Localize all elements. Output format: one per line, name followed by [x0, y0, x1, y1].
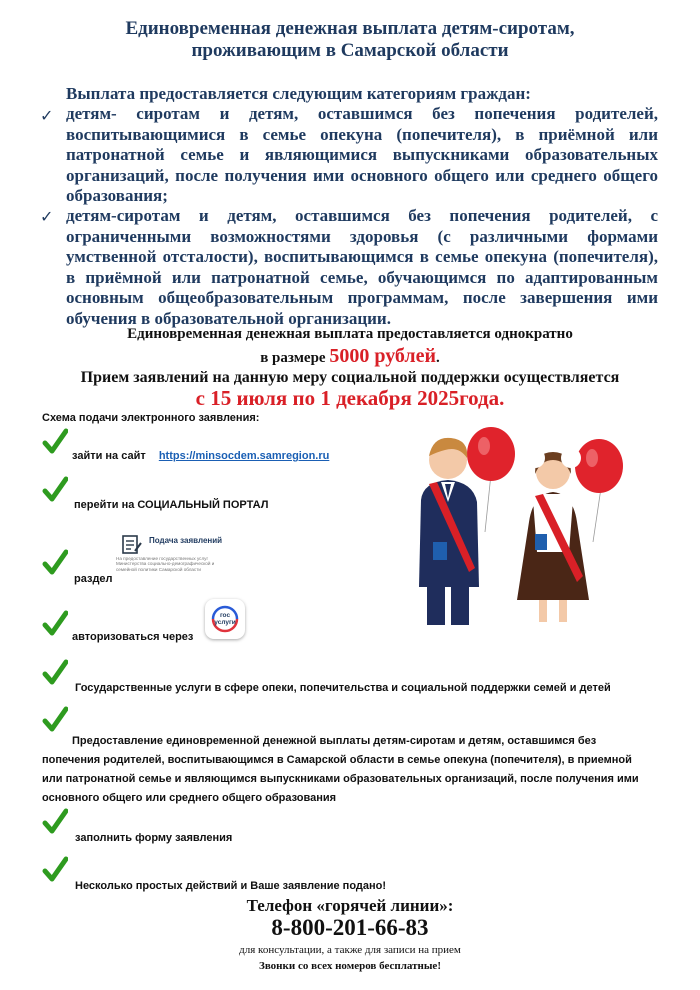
step-done: Несколько простых действий и Ваше заявление подано!: [75, 880, 387, 892]
document-icon: [121, 534, 143, 556]
apply-section-badge: [116, 532, 236, 578]
graduates-illustration: [393, 422, 693, 627]
payment-period: .: [436, 350, 440, 366]
step-fill-form: заполнить форму заявления: [75, 832, 233, 844]
green-check-icon: [42, 476, 68, 504]
applications-dates: с 15 июля по 1 декабря 2025года.: [195, 386, 505, 410]
title-line-1: Единовременная денежная выплата детям-сиротам,: [125, 18, 575, 39]
step-section: раздел: [74, 573, 113, 585]
green-check-icon: [42, 808, 68, 836]
apply-badge-subtitle: На предоставление государственных услуг Министерства социально-демографической и семейной политики Самарской области: [116, 556, 215, 572]
step-visit-site: [72, 450, 329, 462]
step-social-portal: перейти на СОЦИАЛЬНЫЙ ПОРТАЛ: [74, 499, 269, 511]
green-check-icon: [42, 856, 68, 884]
applications-line-1: Прием заявлений на данную меру социальной поддержки осуществляется: [80, 369, 620, 386]
apply-badge-title: Подача заявлений: [149, 536, 223, 545]
hotline-label: Телефон «горячей линии»:: [246, 896, 454, 915]
checkmark-bullet-icon: ✓: [40, 108, 54, 125]
gosuslugi-logo-text: гос услуги: [214, 612, 236, 626]
hotline-phone: 8-800-201-66-83: [271, 915, 429, 940]
step-authorize: авторизоваться через: [72, 631, 194, 643]
payment-line-2: [0, 345, 700, 368]
green-check-icon: [42, 549, 68, 577]
payment-prefix: в размере: [260, 350, 326, 366]
checkmark-bullet-icon: ✓: [40, 209, 54, 226]
categories-intro: Выплата предоставляется следующим категориям граждан:: [66, 84, 531, 103]
step-state-services: Государственные услуги в сфере опеки, попечительства и социальной поддержки семей и детей: [75, 682, 611, 694]
step-visit-site-label: зайти на сайт: [72, 450, 146, 462]
payment-line-1: Единовременная денежная выплата предоставляется однократно: [127, 326, 573, 342]
green-check-icon: [42, 610, 68, 638]
step-service-description-text: Предоставление единовременной денежной выплаты детям-сиротам и детям, оставшимся без попечения родителей, воспитывающимся в Самарской области в семье опекуна (попечителя), в приемной или патронатной семье и являющимся выпускниками образовательных организаций, после получения ими основного общего или среднего общего образования: [42, 735, 639, 804]
payment-amount: 5000 рублей: [329, 345, 437, 367]
hotline-note: для консультации, а также для записи на прием: [239, 944, 461, 956]
green-check-icon: [42, 428, 68, 456]
hotline-free: Звонки со всех номеров бесплатные!: [259, 960, 441, 972]
category-item-1: детям- сиротам и детям, оставшимся без попечения родителей, воспитывающимися в семье опекуна (попечителя), в приёмной или патронатной семье и являющимися выпускниками образовательных организаций, после получения ими основного общего или среднего общего образования;: [66, 104, 658, 205]
site-link[interactable]: https://minsocdem.samregion.ru: [158, 450, 330, 462]
category-item-2: детям-сиротам и детям, оставшимся без попечения родителей, с ограниченными возможностями здоровья (с различными формами умственной отсталости), воспитывающимся в семье опекуна (попечителя), в приёмной или патронатной семье, обучающимся по адаптированным основным общеобразовательным программам, после завершения ими обучения в образовательной организации.: [66, 206, 658, 328]
title-line-2: проживающим в Самарской области: [191, 40, 509, 61]
page-title: [40, 18, 660, 62]
gosuslugi-logo[interactable]: [205, 599, 245, 639]
step-service-description: [42, 732, 654, 808]
schema-title: Схема подачи электронного заявления:: [42, 412, 260, 424]
green-check-icon: [42, 706, 68, 734]
green-check-icon: [42, 659, 68, 687]
